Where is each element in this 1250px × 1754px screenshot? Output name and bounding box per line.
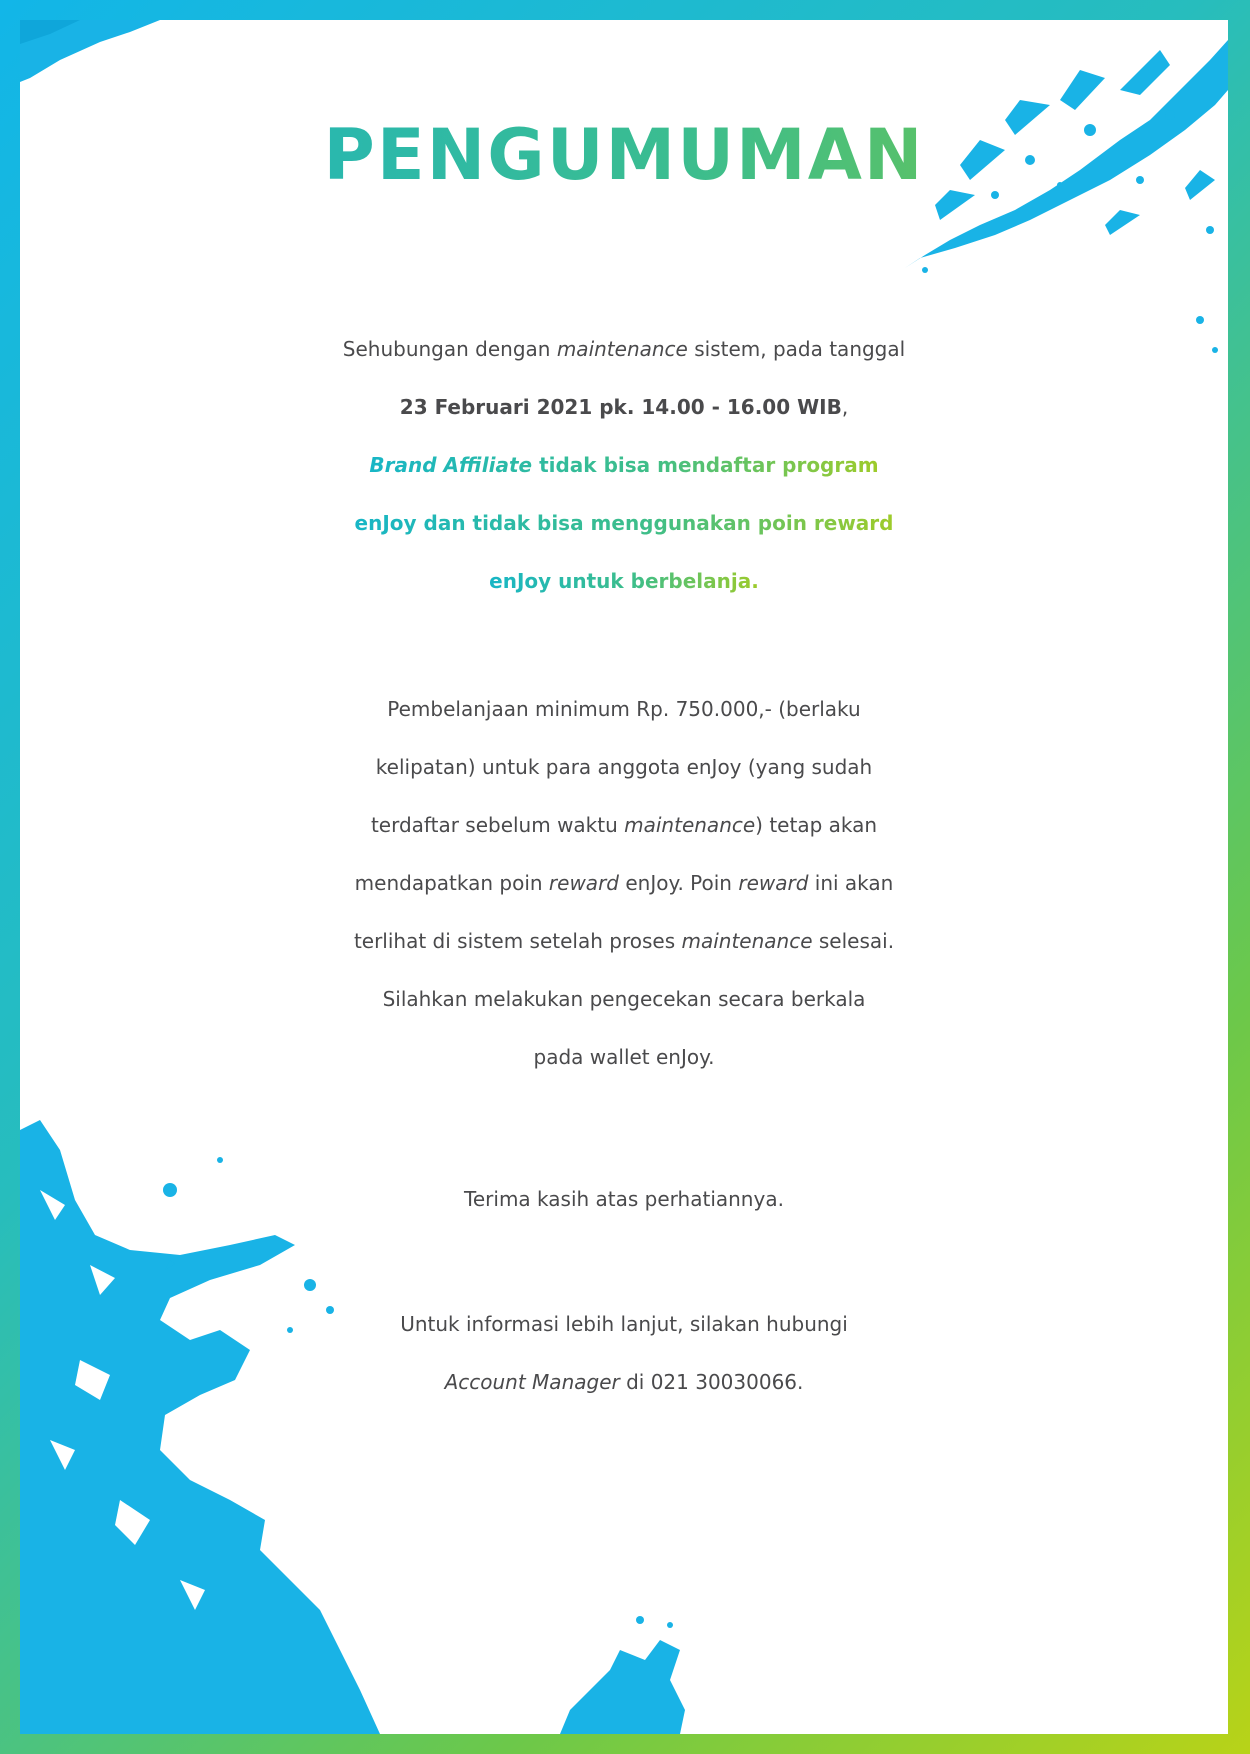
reward-text: mendapatkan poin <box>354 871 549 895</box>
notice-line <box>20 320 1228 378</box>
notice-emphasis: maintenance <box>556 337 688 361</box>
notice-text: sistem, pada tanggal <box>687 337 906 361</box>
poster-panel <box>20 20 1228 1734</box>
reward-text: ini akan <box>808 871 894 895</box>
notice-highlight-line <box>20 494 1228 552</box>
highlight-text: enJoy untuk berbelanja. <box>489 569 759 593</box>
maintenance-schedule: 23 Februari 2021 pk. 14.00 - 16.00 WIB <box>399 395 842 419</box>
notice-text: Sehubungan dengan <box>342 337 557 361</box>
contact-info-paragraph <box>20 1295 1228 1411</box>
notice-text: , <box>841 395 849 419</box>
reward-line: kelipatan) untuk para anggota enJoy (yang sudah <box>375 755 873 779</box>
highlight-text: enJoy dan tidak bisa menggunakan poin reward <box>354 511 894 535</box>
reward-emphasis: reward <box>548 871 619 895</box>
reward-text: terlihat di sistem setelah proses <box>353 929 682 953</box>
maintenance-notice <box>20 320 1228 610</box>
reward-emphasis: reward <box>738 871 809 895</box>
reward-emphasis: maintenance <box>624 813 756 837</box>
reward-text: ) tetap akan <box>755 813 878 837</box>
reward-emphasis: maintenance <box>681 929 813 953</box>
contact-line: Untuk informasi lebih lanjut, silakan hubungi <box>400 1312 848 1336</box>
contact-phone: di 021 30030066. <box>619 1370 804 1394</box>
account-manager-label: Account Manager <box>444 1370 620 1394</box>
reward-line: pada wallet enJoy. <box>533 1045 715 1069</box>
contact-line <box>20 1353 1228 1411</box>
highlight-text <box>369 453 878 477</box>
page-title: PENGUMUMAN <box>20 120 1228 190</box>
notice-highlight-line <box>20 436 1228 494</box>
thank-you-line: Terima kasih atas perhatiannya. <box>464 1187 784 1211</box>
reward-info-paragraph <box>20 680 1228 1086</box>
reward-text: enJoy. Poin <box>618 871 739 895</box>
reward-line <box>20 854 1228 912</box>
reward-line: Pembelanjaan minimum Rp. 750.000,- (berlaku <box>387 697 861 721</box>
highlight-emphasis: Brand Affiliate <box>369 453 533 477</box>
notice-highlight-line <box>20 552 1228 610</box>
reward-text: terdaftar sebelum waktu <box>370 813 625 837</box>
reward-text: selesai. <box>812 929 895 953</box>
reward-line <box>20 796 1228 854</box>
reward-line <box>20 912 1228 970</box>
highlight-text: tidak bisa mendaftar program <box>532 453 879 477</box>
reward-line: Silahkan melakukan pengecekan secara berkala <box>382 987 866 1011</box>
thank-you-paragraph <box>20 1170 1228 1228</box>
notice-line <box>20 378 1228 436</box>
announcement-content <box>20 20 1228 1734</box>
